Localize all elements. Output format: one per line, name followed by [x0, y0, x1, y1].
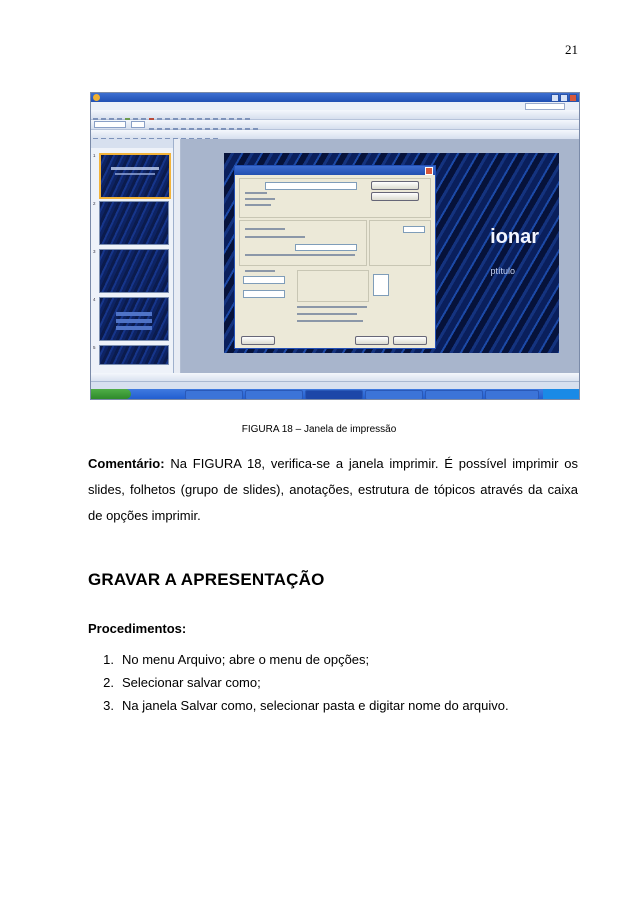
system-tray	[543, 389, 579, 399]
start-button	[91, 389, 131, 399]
slides-panel-tabs	[91, 139, 173, 148]
print-dialog-titlebar	[235, 166, 435, 175]
list-item: 1. No menu Arquivo; abre o menu de opções;	[103, 652, 370, 667]
ok-button	[355, 336, 389, 345]
slides-range-input	[295, 244, 357, 251]
slide-thumbnail	[99, 345, 169, 365]
comment-paragraph	[88, 451, 578, 529]
close-icon	[425, 167, 433, 175]
handouts-group	[297, 270, 369, 302]
preview-button	[241, 336, 275, 345]
powerpoint-print-screenshot	[90, 92, 580, 400]
slide-title-fragment: ionar	[490, 226, 539, 248]
section-heading: GRAVAR A APRESENTAÇÃO	[88, 570, 325, 589]
slide-thumbnail	[99, 153, 171, 199]
color-select	[243, 290, 285, 298]
slide-thumbnail	[99, 249, 169, 293]
taskbar-item	[365, 390, 423, 400]
find-printer-button	[371, 192, 419, 201]
taskbar-item	[245, 390, 303, 400]
print-range-group	[239, 220, 367, 266]
standard-toolbar	[91, 110, 579, 120]
formatting-toolbar	[91, 120, 579, 130]
list-item: 2. Selecionar salvar como;	[103, 675, 261, 690]
procedures-label: Procedimentos:	[88, 621, 187, 636]
printer-name-select	[265, 182, 357, 190]
comment-label: Comentário:	[88, 456, 165, 471]
taskbar-item	[425, 390, 483, 400]
taskbar-item	[185, 390, 243, 400]
slide-subtitle-fragment: ptítulo	[490, 266, 515, 276]
slide-thumbnail	[99, 201, 169, 245]
figure-caption: FIGURA 18 – Janela de impressão	[241, 424, 397, 435]
window-controls	[551, 94, 577, 102]
help-search-box	[525, 103, 565, 110]
list-item: 3. Na janela Salvar como, selecionar pasta e digitar nome do arquivo.	[103, 698, 509, 713]
window-titlebar	[91, 93, 579, 102]
properties-button	[371, 181, 419, 190]
slides-panel: 1 2 3 4 5	[91, 139, 174, 373]
cancel-button	[393, 336, 427, 345]
vertical-ruler	[174, 139, 181, 373]
windows-taskbar	[91, 389, 579, 399]
status-bar	[91, 381, 579, 389]
slide-workarea	[174, 139, 579, 373]
handout-preview	[373, 274, 389, 296]
menu-bar	[91, 102, 579, 110]
page-number: 21	[565, 42, 578, 57]
slide-thumbnail	[99, 297, 169, 341]
copies-input	[403, 226, 425, 233]
print-what-select	[243, 276, 285, 284]
comment-text: Na FIGURA 18, verifica-se a janela imprimir. É possível imprimir os slides, folhetos (grupo de slides), anotações, estrutura de tópicos através da caixa de opções imprimir.	[88, 456, 578, 523]
print-dialog	[234, 165, 436, 349]
procedure-steps	[88, 650, 509, 719]
taskbar-item	[305, 390, 363, 400]
taskbar-item	[485, 390, 539, 400]
office-button-icon	[93, 94, 100, 101]
